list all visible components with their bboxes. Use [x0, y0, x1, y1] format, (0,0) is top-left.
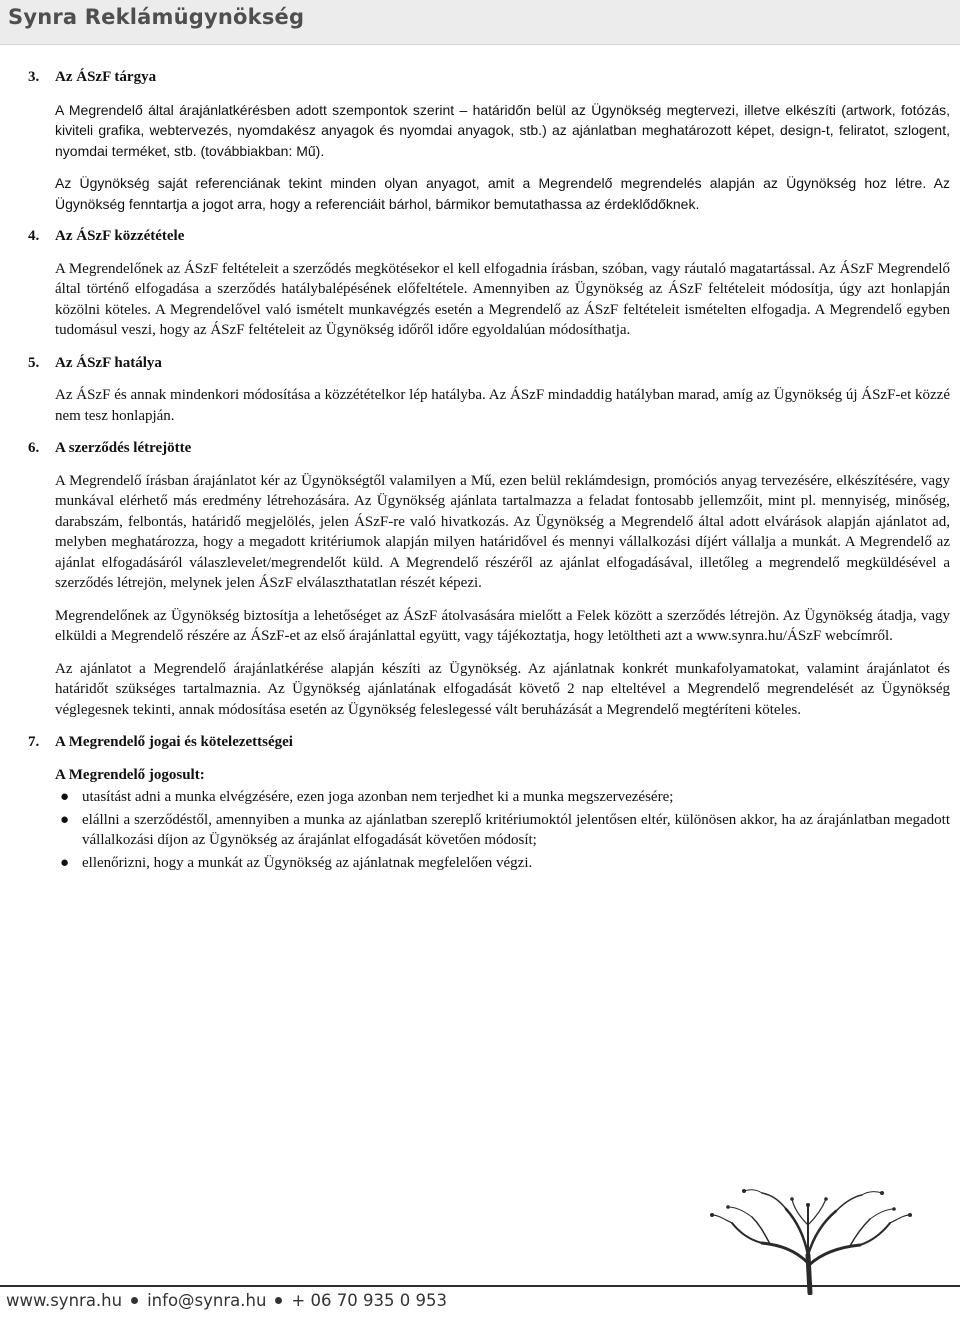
section-7-heading: 7. A Megrendelő jogai és kötelezettségei [28, 734, 293, 750]
page-footer [0, 1285, 960, 1317]
list-item: ● utasítást adni a munka elvégzésére, ezen joga azonban nem terjedhet ki a munka megszervezésére; [55, 787, 950, 808]
footer-email[interactable]: info@synra.hu [147, 1291, 267, 1310]
separator-dot-icon [275, 1297, 282, 1304]
list-item: ● elállni a szerződéstől, amennyiben a munka az ajánlatban szereplő kritériumoktól jelentősen eltér, különösen akkor, ha az árajánlatban megadott vállalkozási díjon az Ügynökség az árajánlat elfogadását követően módosít; [60, 811, 950, 848]
footer-phone: + 06 70 935 0 953 [291, 1291, 447, 1310]
bullet-icon: ● [60, 854, 70, 871]
section-7-subtitle: A Megrendelő jogosult: [55, 766, 205, 783]
section-6-paragraph-1: A Megrendelő írásban árajánlatot kér az Ügynökségtől valamilyen a Mű, ezen belül reklámdesign, promóciós anyag tervezésére, elkészítésére, vagy munkával elérhető más eredmény létrehozására. Az Ügynökség ajánlata tartalmazza a feladat fontosabb jellemzőit, mint pl. mennyiség, minőség, darabszám, felbontás, határidő megjelölés, jelen ÁSzF-re való hivatkozás. Az Ügynökség a Megrendelő által adott elvárások alapján ajánlatot ad, melyben meghatározza, hogy a megadott kritériumok alapján milyen határidővel és mennyi vállalkozási díjért vállalja a munkát. A Megrendelő az ajánlat elfogadásáról válaszlevelet/megrendelőt küld. A Megrendelő részéről az ajánlat elfogadásával, illetőleg a megrendelő megküldésével a szerződés létrejön, melynek jelen ÁSzF elválaszthatatlan részét képezi. [55, 472, 950, 591]
section-4-paragraph-1: A Megrendelőnek az ÁSzF feltételeit a szerződés megkötésekor el kell elfogadnia írásban, szóban, vagy ráutaló magatartással. Az ÁSzF Megrendelő által történő elfogadása a szerződés hatálybalépésének előfeltétele. Amennyiben az Ügynökség az ÁSzF feltételeit módosítja, úgy azt honlapján közölni köteles. A Megrendelővel való ismételt munkavégzés esetén a Megrendelő az ÁSzF feltételeit ismételten elfogadja. A Megrendelő egyben tudomásul veszi, hogy az ÁSzF feltételeit az Ügynökség időről időre egyoldalúan módosíthatja. [55, 260, 950, 338]
section-7-bullet-list [55, 787, 950, 873]
section-5-heading: 5. Az ÁSzF hatálya [28, 354, 162, 371]
bullet-icon: ● [60, 789, 70, 805]
section-3-paragraph-2: Az Ügynökség saját referenciának tekint minden olyan anyagot, amit a Megrendelő megrendelés alapján az Ügynökség hoz létre. Az Ügynökség fenntartja a jogot arra, hogy a referenciáit bárhol, bármikor bemutathassa az érdeklődőknek. [55, 175, 950, 212]
brand-name: Synra Reklámügynökség [8, 5, 305, 29]
bullet-icon: ● [60, 811, 70, 828]
section-6-paragraph-3: Az ajánlatot a Megrendelő árajánlatkérése alapján készíti az Ügynökség. Az ajánlatnak konkrét munkafolyamatokat, valamint árajánlatot és határidőt szükséges tartalmaznia. Az Ügynökség ajánlatának elfogadását követő 2 nap elteltével a Megrendelő megrendelését az Ügynökség véglegesnek tekinti, annak módosítása esetén az Ügynökség feleslegessé vált beruházását a Megrendelő megtéríteni köteles. [55, 660, 950, 718]
page-header [0, 0, 960, 45]
separator-dot-icon [131, 1297, 138, 1304]
document-body [28, 67, 950, 875]
section-6-paragraph-2: Megrendelőnek az Ügynökség biztosítja a lehetőséget az ÁSzF átolvasására mielőtt a Felek között a szerződés létrejön. Az Ügynökség átadja, vagy elküldi a Megrendelő részére az ÁSzF-et az első árajánlattal együtt, vagy tájékoztatja, hogy letöltheti azt a www.synra.hu/ÁSzF webcímről. [55, 607, 950, 644]
section-6-heading: 6. A szerződés létrejötte [28, 440, 192, 456]
section-4-heading: 4. Az ÁSzF közzététele [28, 228, 185, 244]
list-item: ● ellenőrizni, hogy a munkát az Ügynökség az ajánlatnak megfelelően végzi. [55, 853, 950, 874]
footer-divider [0, 1285, 960, 1287]
footer-website[interactable]: www.synra.hu [6, 1291, 123, 1310]
section-5-paragraph-1: Az ÁSzF és annak mindenkori módosítása a közzétételkor lép hatályba. Az ÁSzF mindaddig hatályban marad, amíg az Ügynökség új ÁSzF-et közzé nem tesz honlapján. [55, 387, 950, 424]
footer-contact [6, 1291, 447, 1310]
section-3-paragraph-1: A Megrendelő által árajánlatkérésben adott szempontok szerint – határidőn belül az Ügynökség megtervezi, illetve elkészíti (artwork, fotózás, kiviteli grafika, webtervezés, nyomdakész anyagok és nyomdai anyagok, stb.) az ajánlatban meghatározott képet, design-t, feliratot, szlogent, nyomdai terméket, stb. (továbbiakban: Mű). [55, 101, 950, 159]
tree-logo-icon [700, 1185, 915, 1295]
section-3-heading: 3. Az ÁSzF tárgya [28, 69, 157, 85]
